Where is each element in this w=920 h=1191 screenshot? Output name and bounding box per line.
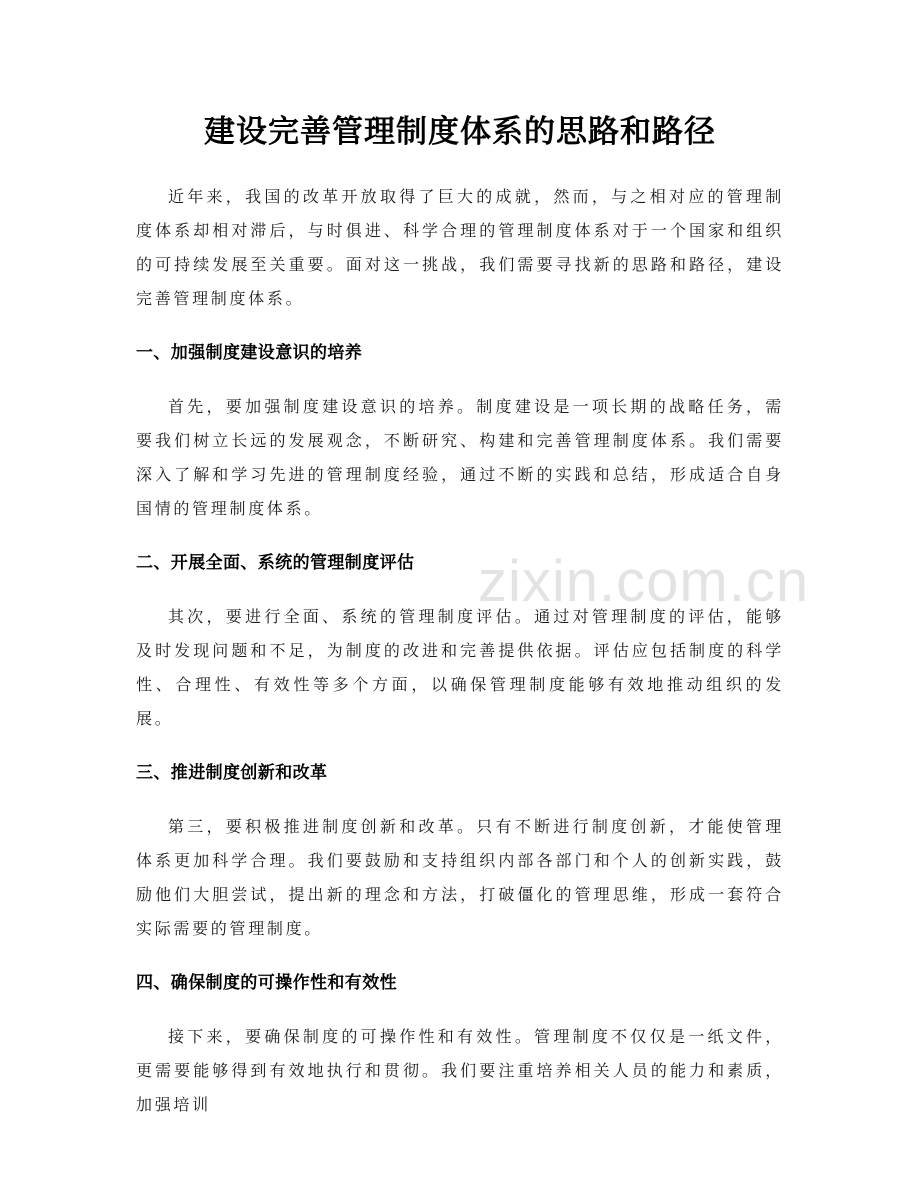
section-heading-4: 四、确保制度的可操作性和有效性	[136, 973, 397, 993]
page-title: 建设完善管理制度体系的思路和路径	[204, 114, 716, 150]
section-paragraph-3: 第三，要积极推进制度创新和改革。只有不断进行制度创新，才能使管理体系更加科学合理。我们要鼓励和支持组织内部各部门和个人的创新实践，鼓励他们大胆尝试，提出新的理念和方法，打破僵化的管理思维，形成一套符合实际需要的管理制度。	[136, 817, 784, 938]
section-heading-2: 二、开展全面、系统的管理制度评估	[136, 553, 415, 573]
section-paragraph-2: 其次，要进行全面、系统的管理制度评估。通过对管理制度的评估，能够及时发现问题和不足，为制度的改进和完善提供依据。评估应包括制度的科学性、合理性、有效性等多个方面，以确保管理制度能够有效地推动组织的发展。	[136, 607, 784, 728]
watermark-logo: zixin.com.cn	[478, 549, 810, 614]
section-heading-3: 三、推进制度创新和改革	[136, 763, 328, 783]
section-paragraph-4: 接下来，要确保制度的可操作性和有效性。管理制度不仅仅是一纸文件，更需要能够得到有效地执行和贯彻。我们要注重培养相关人员的能力和素质，加强培训	[136, 1027, 784, 1114]
document-body	[136, 180, 784, 1144]
section-heading-1: 一、加强制度建设意识的培养	[136, 343, 363, 363]
intro-paragraph: 近年来，我国的改革开放取得了巨大的成就，然而，与之相对应的管理制度体系却相对滞后，与时俱进、科学合理的管理制度体系对于一个国家和组织的可持续发展至关重要。面对这一挑战，我们需要寻找新的思路和路径，建设完善管理制度体系。	[136, 187, 784, 308]
section-paragraph-1: 首先，要加强制度建设意识的培养。制度建设是一项长期的战略任务，需要我们树立长远的发展观念，不断研究、构建和完善管理制度体系。我们需要深入了解和学习先进的管理制度经验，通过不断的实践和总结，形成适合自身国情的管理制度体系。	[136, 397, 784, 518]
